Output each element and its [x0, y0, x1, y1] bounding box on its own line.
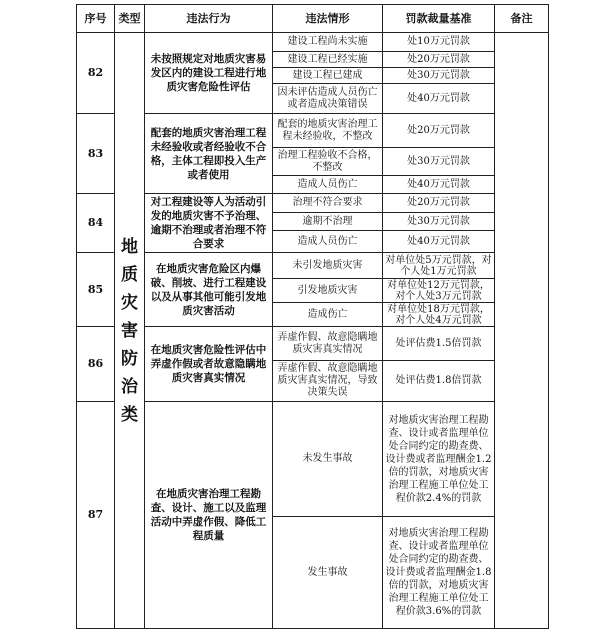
standard-cell: 对单位处18万元罚款，对个人处4万元罚款: [383, 303, 495, 327]
table-row: [77, 253, 549, 279]
category-char: 灾: [121, 292, 138, 313]
standard-cell: 对地质灾害治理工程勘查、设计或者监理单位处合同约定的勘查费、设计费或者监理酬金1.8倍的罚款，对地质灾害治理工程施工单位处工程价款3.6%的罚款: [383, 517, 495, 629]
violation-act: 未按照规定对地质灾害易发区内的建设工程进行地质灾害危险性评估: [145, 33, 273, 114]
standard-cell: 处评估费1.8倍罚款: [383, 361, 495, 402]
standard-cell: 处30万元罚款: [383, 213, 495, 231]
standard-cell: 对地质灾害治理工程勘查、设计或者监理单位处合同约定的勘查费、设计费或者监理酬金1.2倍的罚款，对地质灾害治理工程施工单位处工程价款2.4%的罚款: [383, 402, 495, 517]
table-row: [77, 33, 549, 52]
violation-act: 在地质灾害危险区内爆破、削坡、进行工程建设以及从事其他可能引发地质灾害活动: [145, 253, 273, 327]
situation-cell: 因未评估造成人员伤亡或者造成决策错误: [273, 84, 383, 114]
violation-act: 对工程建设等人为活动引发的地质灾害不予治理、逾期不治理或者治理不符合要求: [145, 194, 273, 253]
situation-cell: 逾期不治理: [273, 213, 383, 231]
header-act: 违法行为: [145, 5, 273, 33]
situation-cell: 建设工程已建成: [273, 68, 383, 84]
situation-cell: 造成人员伤亡: [273, 231, 383, 253]
situation-cell: 配套的地质灾害治理工程未经验收，不整改: [273, 114, 383, 148]
table-row: [77, 402, 549, 517]
category-char: 类: [121, 404, 138, 425]
standard-cell: 对单位处5万元罚款，对个人处1万元罚款: [383, 253, 495, 279]
situation-cell: 治理不符合要求: [273, 194, 383, 213]
situation-cell: 造成伤亡: [273, 303, 383, 327]
violation-act: 配套的地质灾害治理工程未经验收或者经验收不合格，主体工程即投入生产或者使用: [145, 114, 273, 194]
situation-cell: 未引发地质灾害: [273, 253, 383, 279]
header-no: 序号: [77, 5, 115, 33]
standard-cell: 对单位处12万元罚款，对个人处3万元罚款: [383, 279, 495, 303]
standard-cell: 处40万元罚款: [383, 84, 495, 114]
penalty-table: [76, 4, 549, 629]
header-situation: 违法情形: [273, 5, 383, 33]
header-row: [77, 5, 549, 33]
category-char: 地: [121, 236, 138, 257]
row-number: 83: [77, 114, 115, 194]
category-cell: [115, 33, 145, 629]
violation-act: 在地质灾害危险性评估中弄虚作假或者故意隐瞒地质灾害真实情况: [145, 327, 273, 402]
standard-cell: 处40万元罚款: [383, 231, 495, 253]
table-row: [77, 114, 549, 148]
standard-cell: 处评估费1.5倍罚款: [383, 327, 495, 361]
standard-cell: 处20万元罚款: [383, 114, 495, 148]
table-row: [77, 194, 549, 213]
category-char: 害: [121, 320, 138, 341]
situation-cell: 引发地质灾害: [273, 279, 383, 303]
row-number: 86: [77, 327, 115, 402]
category-char: 防: [121, 348, 138, 369]
standard-cell: 处20万元罚款: [383, 194, 495, 213]
standard-cell: 处30万元罚款: [383, 68, 495, 84]
row-number: 82: [77, 33, 115, 114]
row-number: 84: [77, 194, 115, 253]
table-row: [77, 327, 549, 361]
header-note: 备注: [495, 5, 549, 33]
situation-cell: 弄虚作假、故意隐瞒地质灾害真实情况: [273, 327, 383, 361]
situation-cell: 造成人员伤亡: [273, 176, 383, 194]
situation-cell: 治理工程验收不合格，不整改: [273, 148, 383, 176]
note-cell: [495, 33, 549, 629]
header-type: 类型: [115, 5, 145, 33]
situation-cell: 建设工程已经实施: [273, 52, 383, 68]
situation-cell: 未发生事故: [273, 402, 383, 517]
standard-cell: 处40万元罚款: [383, 176, 495, 194]
row-number: 85: [77, 253, 115, 327]
situation-cell: 发生事故: [273, 517, 383, 629]
row-number: 87: [77, 402, 115, 629]
category-char: 质: [121, 264, 138, 285]
header-standard: 罚款裁量基准: [383, 5, 495, 33]
standard-cell: 处10万元罚款: [383, 33, 495, 52]
category-char: 治: [121, 376, 138, 397]
standard-cell: 处20万元罚款: [383, 52, 495, 68]
situation-cell: 弄虚作假、故意隐瞒地质灾害真实情况，导致决策失误: [273, 361, 383, 402]
standard-cell: 处30万元罚款: [383, 148, 495, 176]
situation-cell: 建设工程尚未实施: [273, 33, 383, 52]
violation-act: 在地质灾害治理工程勘查、设计、施工以及监理活动中弄虚作假、降低工程质量: [145, 402, 273, 629]
